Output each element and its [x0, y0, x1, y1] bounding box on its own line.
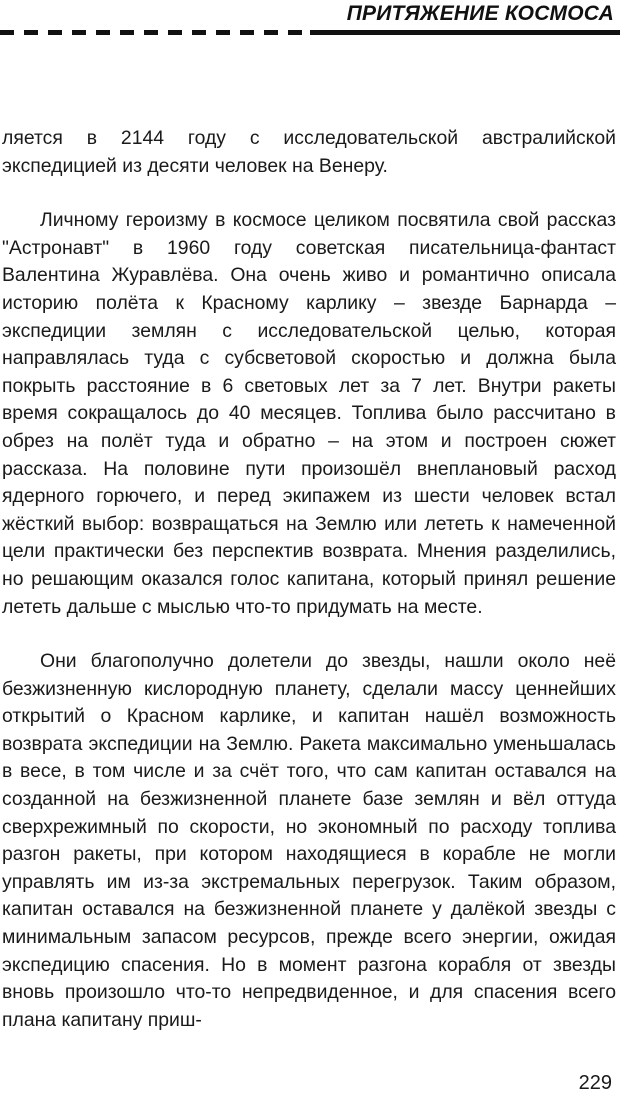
page-number: 229 [578, 1072, 612, 1094]
header-rule-solid [310, 30, 620, 35]
paragraph-continuation: ляется в 2144 году с исследовательской австралийской экспедицией из десяти человек на Венеру. [2, 127, 616, 177]
running-title: ПРИТЯЖЕНИЕ КОСМОСА [346, 2, 614, 25]
page-body [2, 125, 616, 1034]
running-header [0, 0, 620, 40]
paragraph-astronaut-story: Личному героизму в космосе целиком посвятила свой рассказ "Астронавт" в 1960 году советская писательница-фантаст Валентина Журавлёва. Она очень живо и романтично описала историю полёта к Красному карлику – звезде Барнарда – экспедиции землян с исследовательской целью, которая направлялась туда с субсветовой скоростью и должна была покрыть расстояние в 6 световых лет за 7 лет. Внутри ракеты время сокращалось до 40 месяцев. Топлива было рассчитано в обрез на полёт туда и обратно – на этом и построен сюжет рассказа. На половине пути произошёл внеплановый расход ядерного горючего, и перед экипажем из шести человек встал жёсткий выбор: возвращаться на Землю или лететь к намеченной цели практически без перспектив возврата. Мнения разделились, но решающим оказался голос капитана, который принял решение лететь дальше с мыслью что-то придумать на месте. [2, 209, 616, 618]
paragraph-arrival: Они благополучно долетели до звезды, нашли около неё безжизненную кислородную планету, сделали массу ценнейших открытий о Красном карлике, и капитан нашёл возможность возврата экспедиции на Землю. Ракета максимально уменьшалась в весе, в том числе и за счёт того, что сам капитан оставался на созданной на безжизненной планете базе землян и вёл оттуда сверхрежимный по скорости, но экономный по расходу топлива разгон ракеты, при котором находящиеся в корабле не могли управлять им из-за экстремальных перегрузок. Таким образом, капитан оставался на безжизненной планете у далёкой звезды с минимальным запасом ресурсов, прежде всего энергии, ожидая экспедицию спасения. Но в момент разгона корабля от звезды вновь произошло что-то непредвиденное, и для спасения всего плана капитану приш- [2, 650, 616, 1031]
